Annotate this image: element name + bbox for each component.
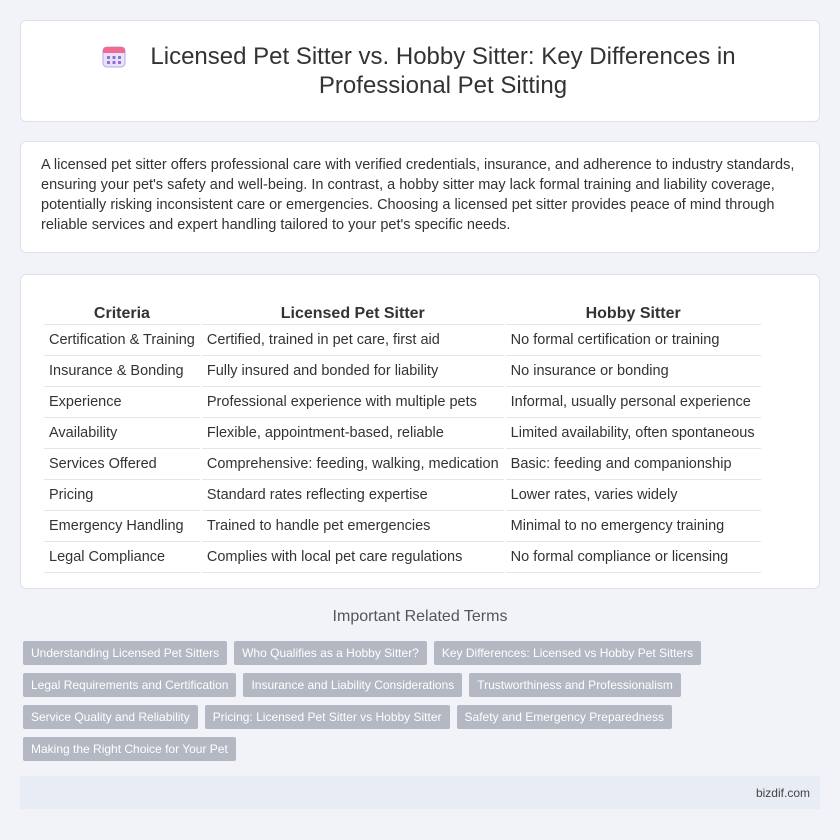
intro-paragraph: A licensed pet sitter offers professional care with verified credentials, insurance, and adherence to industry standards, ensuring your pet's safety and well-being. In contrast, a hobby sitter may lack formal training and liability coverage, potentially risking inconsistent care or emergencies. Choosing a licensed pet sitter provides peace of mind through reliable services and expert handling tailored to your pet's specific needs. [41,157,795,233]
tag-row [23,737,803,761]
tag-row [23,705,803,729]
table-row [44,387,761,418]
cell-hobby: No formal compliance or licensing [506,542,761,573]
cell-licensed: Certified, trained in pet care, first aid [202,325,504,356]
related-tag[interactable]: Legal Requirements and Certification [23,673,236,697]
cell-hobby: Lower rates, varies widely [506,480,761,511]
comparison-card [20,274,820,589]
cell-hobby: Minimal to no emergency training [506,511,761,542]
related-tag[interactable]: Service Quality and Reliability [23,705,198,729]
related-tag[interactable]: Insurance and Liability Considerations [243,673,462,697]
cell-licensed: Comprehensive: feeding, walking, medication [202,449,504,480]
table-row [44,511,761,542]
footer [20,776,820,809]
site-name[interactable]: bizdif.com [755,785,810,800]
title-card [20,20,820,122]
cell-licensed: Complies with local pet care regulations [202,542,504,573]
cell-licensed: Fully insured and bonded for liability [202,356,504,387]
related-terms-tags [23,641,803,769]
related-tag[interactable]: Trustworthiness and Professionalism [469,673,681,697]
cell-hobby: Informal, usually personal experience [506,387,761,418]
cell-licensed: Standard rates reflecting expertise [202,480,504,511]
cell-criteria: Emergency Handling [44,511,200,542]
related-terms-heading: Important Related Terms [332,608,508,625]
cell-hobby: No insurance or bonding [506,356,761,387]
related-tag[interactable]: Understanding Licensed Pet Sitters [23,641,227,665]
cell-hobby: Limited availability, often spontaneous [506,418,761,449]
tag-row [23,641,803,665]
table-row [44,418,761,449]
cell-criteria: Pricing [44,480,200,511]
calendar-icon [100,42,128,70]
cell-criteria: Experience [44,387,200,418]
related-tag[interactable]: Pricing: Licensed Pet Sitter vs Hobby Sitter [205,705,450,729]
related-tag[interactable]: Making the Right Choice for Your Pet [23,737,236,761]
table-row [44,356,761,387]
cell-hobby: Basic: feeding and companionship [506,449,761,480]
cell-licensed: Professional experience with multiple pets [202,387,504,418]
header-criteria: Criteria [44,295,200,325]
cell-criteria: Availability [44,418,200,449]
cell-criteria: Legal Compliance [44,542,200,573]
related-tag[interactable]: Who Qualifies as a Hobby Sitter? [234,641,427,665]
cell-criteria: Insurance & Bonding [44,356,200,387]
table-row [44,480,761,511]
table-row [44,449,761,480]
comparison-table [42,295,763,573]
tag-row [23,673,803,697]
header-licensed: Licensed Pet Sitter [202,295,504,325]
table-row [44,542,761,573]
intro-card [20,141,820,253]
table-row [44,325,761,356]
table-header-row [44,295,761,325]
related-tag[interactable]: Safety and Emergency Preparedness [457,705,672,729]
cell-criteria: Certification & Training [44,325,200,356]
title-wrap [100,42,740,100]
cell-licensed: Trained to handle pet emergencies [202,511,504,542]
page-title: Licensed Pet Sitter vs. Hobby Sitter: Key Differences in Professional Pet Sitting [150,43,736,99]
cell-hobby: No formal certification or training [506,325,761,356]
related-tag[interactable]: Key Differences: Licensed vs Hobby Pet Sitters [434,641,701,665]
header-hobby: Hobby Sitter [506,295,761,325]
cell-criteria: Services Offered [44,449,200,480]
cell-licensed: Flexible, appointment-based, reliable [202,418,504,449]
